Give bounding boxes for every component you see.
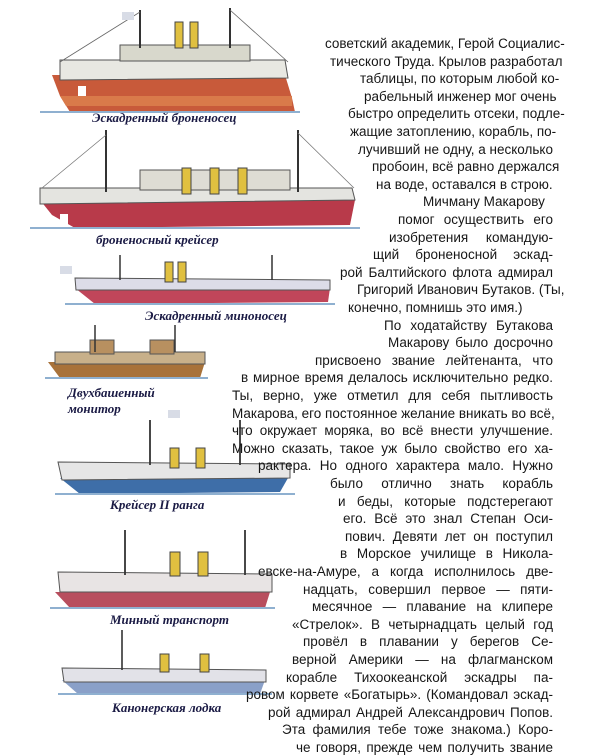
text-line: Ты, верно, уже отметил для себя пытливость: [232, 388, 553, 403]
text-line: рой адмирал Андрей Александрович Попов.: [268, 704, 553, 720]
text-line: на воде, оставался в строю.: [376, 176, 553, 192]
text-line: че говоря, прежде чем получить звание: [296, 740, 553, 755]
text-line: Макарову было досрочно: [388, 335, 553, 351]
caption-monitor: монитор: [68, 401, 121, 416]
caption-armored-cruiser: броненосный крейсер: [96, 232, 219, 247]
text-line: корабле Тихоокеанской эскадры па-: [286, 669, 553, 685]
text-line: Можно сказать, такое уж было свойство его ха-: [232, 440, 553, 456]
text-line: быстро определить отсеки, подле-: [348, 106, 565, 122]
text-line: щий броненосной эскад-: [373, 247, 553, 263]
text-line: Макарова, его постоянное желание вникать во всё,: [232, 405, 555, 421]
text-line: лучивший не одну, а несколько: [358, 141, 553, 157]
text-line: его. Всё это знал Степан Оси-: [343, 511, 553, 527]
text-line: пович. Девяти лет он поступил: [345, 528, 553, 544]
text-line: евске-на-Амуре, а когда исполнилось две-: [258, 564, 553, 579]
text-line: в мирное время делалось исключительно редко.: [241, 370, 553, 386]
text-line: Эта фамилия тебе тоже знакома.) Коро-: [282, 722, 553, 738]
text-line: Мичману Макарову: [423, 194, 545, 210]
text-line: и беды, которые подстерегают: [338, 493, 553, 509]
text-line: в Морское училище в Никола-: [340, 546, 553, 562]
text-line: жащие затоплению, корабль, по-: [350, 124, 557, 139]
text-line: ровом корвете «Богатырь». (Командовал эскад-: [246, 687, 553, 703]
text-line: присвоено звание лейтенанта, что: [315, 352, 553, 368]
text-line: помог осуществить его: [398, 212, 553, 227]
text-line: пробоин, всё равно держался: [372, 159, 560, 175]
caption-mine-transport: Минный транспорт: [110, 612, 229, 627]
text-line: провёл в плавании у берегов Се-: [303, 634, 553, 650]
text-line: месячное — плавание на клипере: [312, 599, 553, 615]
text-line: «Стрелок». В четырнадцать целый год: [292, 616, 553, 632]
text-line: тического Труда. Крылов разработал: [330, 53, 563, 69]
text-line: Григорий Иванович Бутаков. (Ты,: [357, 282, 565, 298]
text-line: таблицы, по которым любой ко-: [360, 71, 560, 87]
text-line: что окружает моряка, во всё внести улучшение.: [232, 423, 553, 439]
text-line: рой Балтийского флота адмирал: [340, 264, 553, 280]
caption-twin-turret: Двухбашенный: [68, 385, 155, 400]
text-line: изобретения командую-: [389, 229, 553, 245]
caption-squadron-destroyer: Эскадренный миноносец: [145, 308, 287, 323]
caption-cruiser-2nd-rank: Крейсер II ранга: [110, 497, 205, 512]
caption-squadron-battleship: Эскадренный броненосец: [92, 110, 237, 125]
text-line: рабельный инженер мог очень: [364, 88, 557, 104]
text-line: верной Америки — на флагманском: [292, 652, 553, 667]
text-line: надцать, совершил первое — пяти-: [303, 581, 553, 597]
text-line: рактера. Но одного характера мало. Нужно: [258, 458, 553, 474]
text-line: было отлично знать корабль: [330, 476, 553, 491]
text-line: советский академик, Герой Социалис-: [325, 36, 565, 51]
caption-gunboat: Канонерская лодка: [112, 700, 222, 715]
text-line: По ходатайству Бутакова: [384, 317, 553, 333]
text-line: конечно, помнишь это имя.): [348, 300, 523, 315]
